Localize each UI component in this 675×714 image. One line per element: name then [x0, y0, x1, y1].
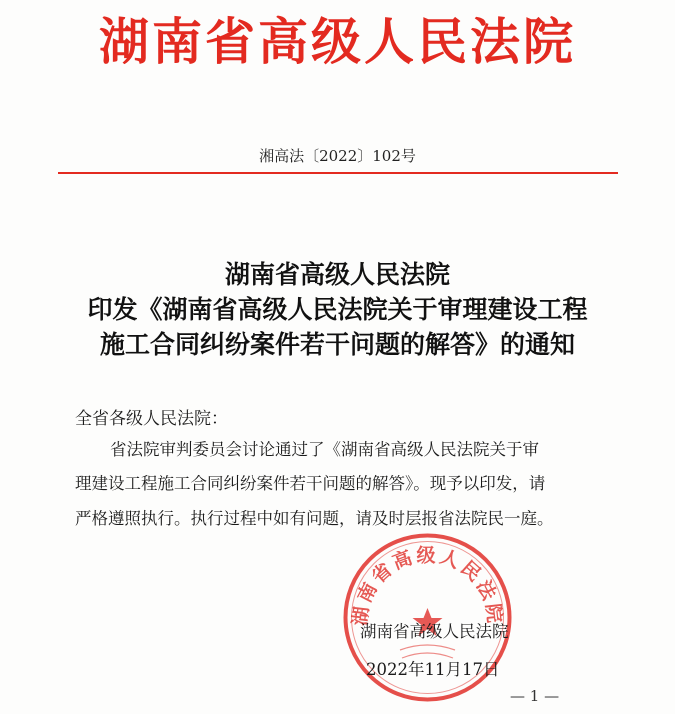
- seal-text: 湖南省高级人民法院: [349, 544, 506, 627]
- document-number: 湘高法〔2022〕102号: [259, 147, 416, 165]
- title-line-2: 印发《湖南省高级人民法院关于审理建设工程: [87, 295, 588, 324]
- body-line-1: 省法院审判委员会讨论通过了《湖南省高级人民法院关于审: [110, 440, 539, 459]
- bleed-through-text: [110, 100, 518, 121]
- red-divider-line: [58, 172, 618, 174]
- title-line-1: 湖南省高级人民法院: [224, 260, 450, 289]
- org-header: 湖南省高级人民法院: [99, 13, 576, 71]
- body-line-3: 严格遵照执行。执行过程中如有问题，请及时层报省法院民一庭。: [75, 509, 554, 528]
- title-line-3: 施工合同纠纷案件若干问题的解答》的通知: [99, 330, 575, 359]
- issue-date: 2022年11月17日: [366, 660, 500, 679]
- issuer-name: 湖南省高级人民法院: [360, 622, 509, 641]
- page-number: — 1 —: [510, 687, 560, 705]
- body-line-2: 理建设工程施工合同纠纷案件若干问题的解答》。现予以印发，请: [75, 474, 546, 493]
- salutation: 全省各级人民法院：: [75, 409, 228, 429]
